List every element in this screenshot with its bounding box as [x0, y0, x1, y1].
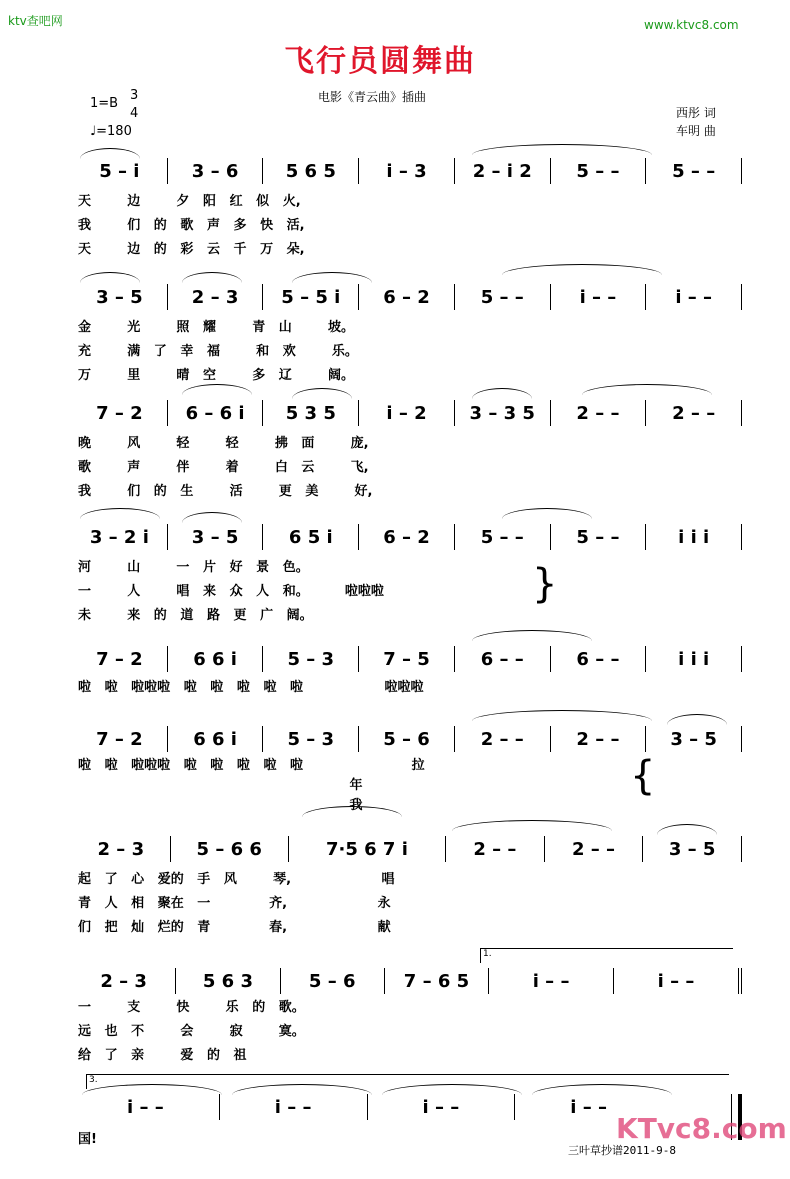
- site-watermark: KTvc8.com: [616, 1112, 787, 1145]
- slur: [452, 820, 612, 831]
- lyric-brace: }: [532, 561, 558, 607]
- lyric-line: 歌 声 伴 着 白 云 飞,: [78, 460, 369, 475]
- measure: i i i: [646, 646, 742, 672]
- third-ending-bracket: 3.: [86, 1074, 729, 1089]
- measure: i – –: [368, 1094, 516, 1120]
- measure: 6 6 i: [168, 646, 264, 672]
- score-row-5: [72, 646, 742, 696]
- slur: [182, 272, 242, 283]
- measure: i – –: [489, 968, 614, 994]
- slur: [472, 388, 532, 399]
- lyric-line: 远 也 不 会 寂 寞。: [78, 1024, 305, 1039]
- measure: 7 – 2: [72, 646, 168, 672]
- time-signature-bottom: 4: [130, 106, 139, 121]
- measure: 3 – 6: [168, 158, 264, 184]
- measure: 2 – –: [446, 836, 545, 862]
- lyric-line: 河 山 一 片 好 景 色。: [78, 560, 309, 575]
- measure: 3 – 2 i: [72, 524, 168, 550]
- measure: 5 – 6: [359, 726, 455, 752]
- measure: 2 – –: [551, 726, 647, 752]
- lyric-brace: {: [630, 753, 656, 799]
- measure: 6 – 2: [359, 284, 455, 310]
- measure: 6 5 i: [263, 524, 359, 550]
- measure: 5 6 3: [176, 968, 280, 994]
- measure: 5 – 6: [281, 968, 385, 994]
- measure: 3 – 5: [168, 524, 264, 550]
- measure: 5 – 3: [263, 726, 359, 752]
- measure: 3 – 5: [646, 726, 742, 752]
- lyric-line: 给 了 亲 爱 的 祖: [78, 1048, 247, 1063]
- measure: 7·5 6 7 i: [289, 836, 446, 862]
- time-signature-top: 3: [130, 88, 139, 103]
- measure: 6 6 i: [168, 726, 264, 752]
- measure: 5 – –: [455, 284, 551, 310]
- measure: 2 – i 2: [455, 158, 551, 184]
- lyric-line: 啦 啦 啦啦啦 啦 啦 啦 啦 啦 啦啦啦: [78, 680, 424, 695]
- score-row-3: [72, 400, 742, 499]
- lyric-line: 天 边 夕 阳 红 似 火,: [78, 194, 301, 209]
- measure: 2 – –: [551, 400, 647, 426]
- measure: 5 – –: [646, 158, 742, 184]
- song-subtitle: 电影《青云曲》插曲: [318, 90, 427, 104]
- first-ending-bracket: 1.: [480, 948, 733, 963]
- slur: [657, 824, 717, 835]
- site-url-right: www.ktvc8.com: [644, 18, 739, 32]
- lyric-line: 国!: [78, 1132, 97, 1147]
- score-row-1: [72, 158, 742, 257]
- lyric-line: 晚 风 轻 轻 拂 面 庞,: [78, 436, 369, 451]
- composer-credit: 车明 曲: [676, 124, 716, 138]
- measure: 5 – 3: [263, 646, 359, 672]
- measure: 2 – 3: [72, 968, 176, 994]
- lyric-line: 我 们 的 歌 声 多 快 活,: [78, 218, 305, 233]
- measure: i – –: [614, 968, 742, 994]
- slur: [667, 714, 727, 725]
- copyist-credit: 三叶草抄谱2011-9-8: [568, 1144, 676, 1157]
- slur: [80, 508, 160, 519]
- slur: [582, 384, 712, 395]
- lyric-line: 我: [78, 798, 363, 813]
- slur: [292, 388, 352, 399]
- slur: [80, 148, 140, 159]
- measure: 6 – 2: [359, 524, 455, 550]
- measure: 7 – 2: [72, 400, 168, 426]
- measure: 6 – –: [551, 646, 647, 672]
- measure: i – 2: [359, 400, 455, 426]
- key-signature: 1=B: [90, 96, 119, 111]
- measure: 6 – 6 i: [168, 400, 264, 426]
- measure: 5 – –: [551, 524, 647, 550]
- slur: [182, 384, 252, 395]
- measure: 7 – 2: [72, 726, 168, 752]
- slur: [502, 508, 592, 519]
- measure: i – 3: [359, 158, 455, 184]
- measure: i – –: [551, 284, 647, 310]
- lyric-line: 年: [78, 778, 363, 793]
- measure: i – –: [220, 1094, 368, 1120]
- measure: 2 – –: [455, 726, 551, 752]
- lyricist-credit: 西彤 词: [676, 106, 716, 120]
- score-row-7: [72, 836, 742, 935]
- lyric-line: 一 支 快 乐 的 歌。: [78, 1000, 305, 1015]
- measure: 6 – –: [455, 646, 551, 672]
- score-row-6: [72, 726, 742, 816]
- measure: 2 – 3: [72, 836, 171, 862]
- lyric-line: 青 人 相 聚在 一 齐, 永: [78, 896, 391, 911]
- song-title: 飞行员圆舞曲: [284, 44, 476, 79]
- lyric-line: 万 里 晴 空 多 辽 阔。: [78, 368, 354, 383]
- slur: [472, 630, 592, 641]
- lyric-line: 啦 啦 啦啦啦 啦 啦 啦 啦 啦 拉: [78, 758, 425, 773]
- slur: [472, 710, 652, 721]
- lyric-line: 充 满 了 幸 福 和 欢 乐。: [78, 344, 358, 359]
- measure: i i i: [646, 524, 742, 550]
- lyric-line: 未 来 的 道 路 更 广 阔。: [78, 608, 313, 623]
- lyric-line: 我 们 的 生 活 更 美 好,: [78, 484, 373, 499]
- measure: 5 – –: [551, 158, 647, 184]
- slur: [472, 144, 652, 155]
- measure: 2 – –: [646, 400, 742, 426]
- score-row-4: [72, 524, 742, 623]
- measure: 5 6 5: [263, 158, 359, 184]
- slur: [502, 264, 662, 275]
- score-row-8: [72, 949, 742, 1064]
- lyric-line: 起 了 心 爱的 手 风 琴, 唱: [78, 872, 395, 887]
- measure: 5 3 5: [263, 400, 359, 426]
- measure: i – –: [72, 1094, 220, 1120]
- slur: [292, 272, 372, 283]
- site-name-left: ktv查吧网: [8, 14, 63, 28]
- measure: 3 – 5: [643, 836, 742, 862]
- measure: 7 – 5: [359, 646, 455, 672]
- slur: [182, 512, 242, 523]
- tempo-mark: ♩=180: [90, 124, 132, 139]
- measure: i – –: [646, 284, 742, 310]
- measure: 5 – 6 6: [171, 836, 289, 862]
- measure: 5 – –: [455, 524, 551, 550]
- measure: 3 – 3 5: [455, 400, 551, 426]
- score-row-2: [72, 284, 742, 383]
- measure: 3 – 5: [72, 284, 168, 310]
- measure: 5 – i: [72, 158, 168, 184]
- measure: i – –: [570, 1096, 607, 1118]
- measure: 2 – 3: [168, 284, 264, 310]
- measure: 7 – 6 5: [385, 968, 489, 994]
- lyric-line: 们 把 灿 烂的 青 春, 献: [78, 920, 391, 935]
- slur: [80, 272, 140, 283]
- lyric-line: 天 边 的 彩 云 千 万 朵,: [78, 242, 305, 257]
- measure: 5 – 5 i: [263, 284, 359, 310]
- lyric-line: 金 光 照 耀 青 山 坡。: [78, 320, 354, 335]
- lyric-line: 一 人 唱 来 众 人 和。 啦啦啦: [78, 584, 384, 599]
- measure: 2 – –: [545, 836, 644, 862]
